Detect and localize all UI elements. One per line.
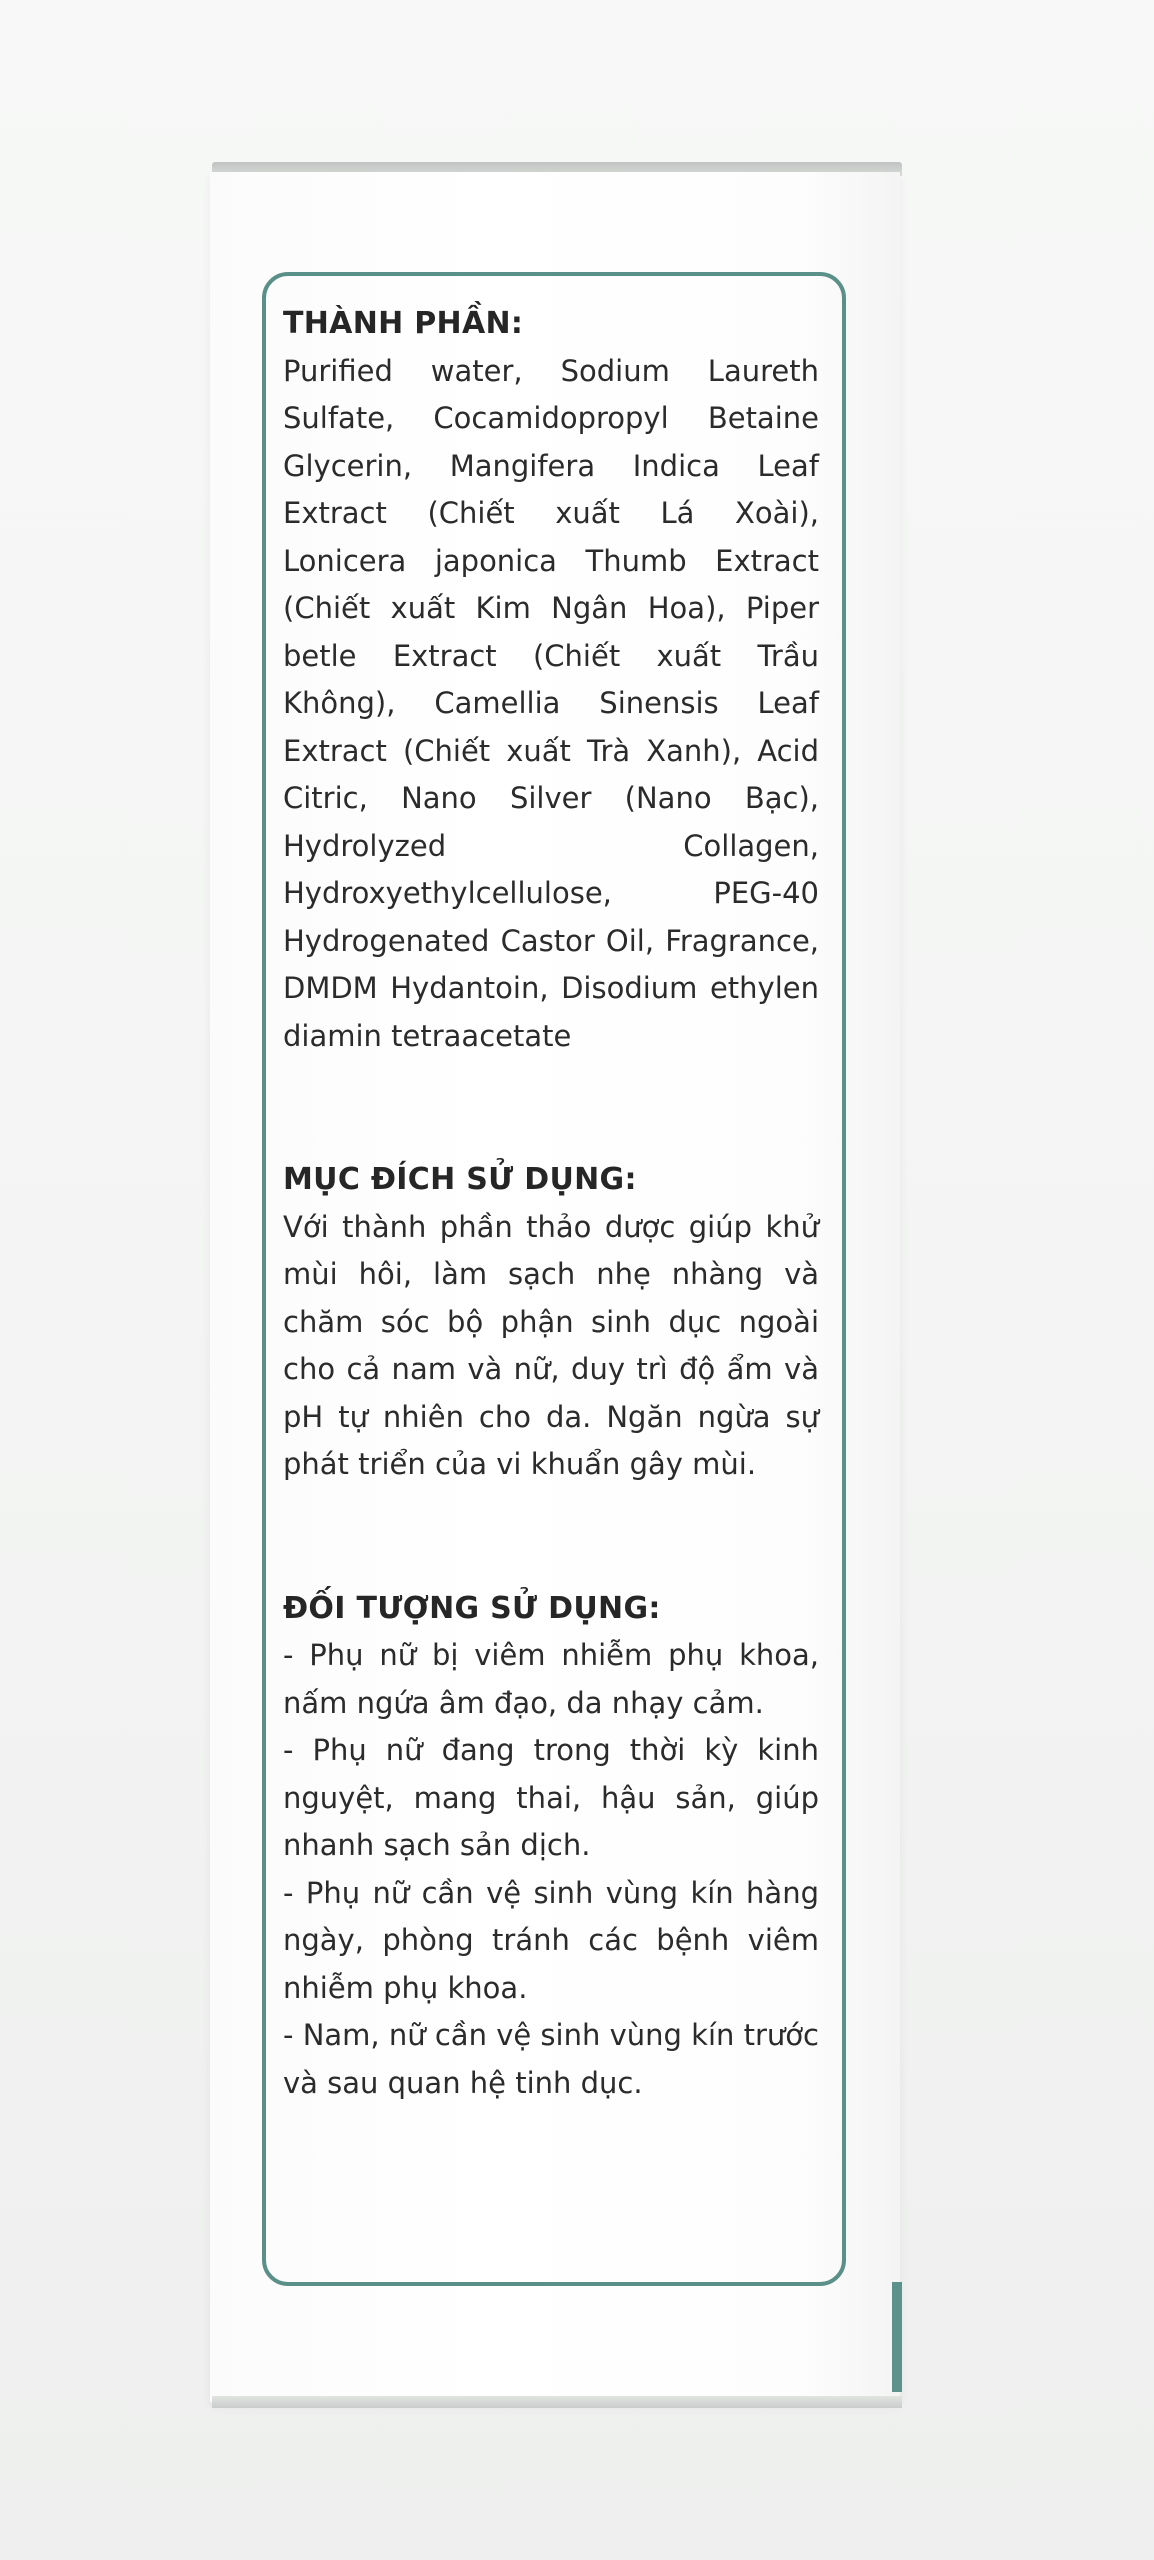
ingredients-heading: THÀNH PHẦN: xyxy=(283,306,524,341)
target-user-item: - Phụ nữ cần vệ sinh vùng kín hàng ngày, phòng tránh các bệnh viêm nhiễm phụ khoa. xyxy=(283,1875,819,2005)
box-bottom-edge xyxy=(212,2396,902,2408)
ingredients-section xyxy=(283,300,819,1060)
purpose-text: Với thành phần thảo dược giúp khử mùi hôi, làm sạch nhẹ nhàng và chăm sóc bộ phận sinh dục ngoài cho cả nam và nữ, duy trì độ ẩm và pH tự nhiên cho da. Ngăn ngừa sự phát triển của vi khuẩn gây mùi. xyxy=(283,1209,819,1481)
purpose-section xyxy=(283,1156,819,1489)
target-users-heading: ĐỐI TƯỢNG SỬ DỤNG: xyxy=(283,1590,661,1626)
target-user-item: - Nam, nữ cần vệ sinh vùng kín trước và sau quan hệ tinh dục. xyxy=(283,2018,819,2100)
ingredients-text: Purified water, Sodium Laureth Sulfate, Cocamidopropyl Betaine Glycerin, Mangifera Indica Leaf Extract (Chiết xuất Lá Xoài), Lonicera japonica Thumb Extract (Chiết xuất Kim Ngân Hoa), Piper betle Extract (Chiết xuất Trầu Không), Camellia Sinensis Leaf Extract (Chiết xuất Trà Xanh), Acid Citric, Nano Silver (Nano Bạc), Hydrolyzed Collagen, Hydroxyethylcellulose, PEG-40 Hydrogenated Castor Oil, Fragrance, DMDM Hydantoin, Disodium ethylen diamin tetraacetate xyxy=(283,353,819,1053)
target-user-item: - Phụ nữ đang trong thời kỳ kinh nguyệt, mang thai, hậu sản, giúp nhanh sạch sản dịch. xyxy=(283,1733,819,1862)
label-content xyxy=(283,300,819,2107)
target-users-section xyxy=(283,1585,819,2108)
box-accent-stripe xyxy=(892,2282,902,2392)
target-user-item: - Phụ nữ bị viêm nhiễm phụ khoa, nấm ngứa âm đạo, da nhạy cảm. xyxy=(283,1638,819,1720)
purpose-heading: MỤC ĐÍCH SỬ DỤNG: xyxy=(283,1162,637,1197)
